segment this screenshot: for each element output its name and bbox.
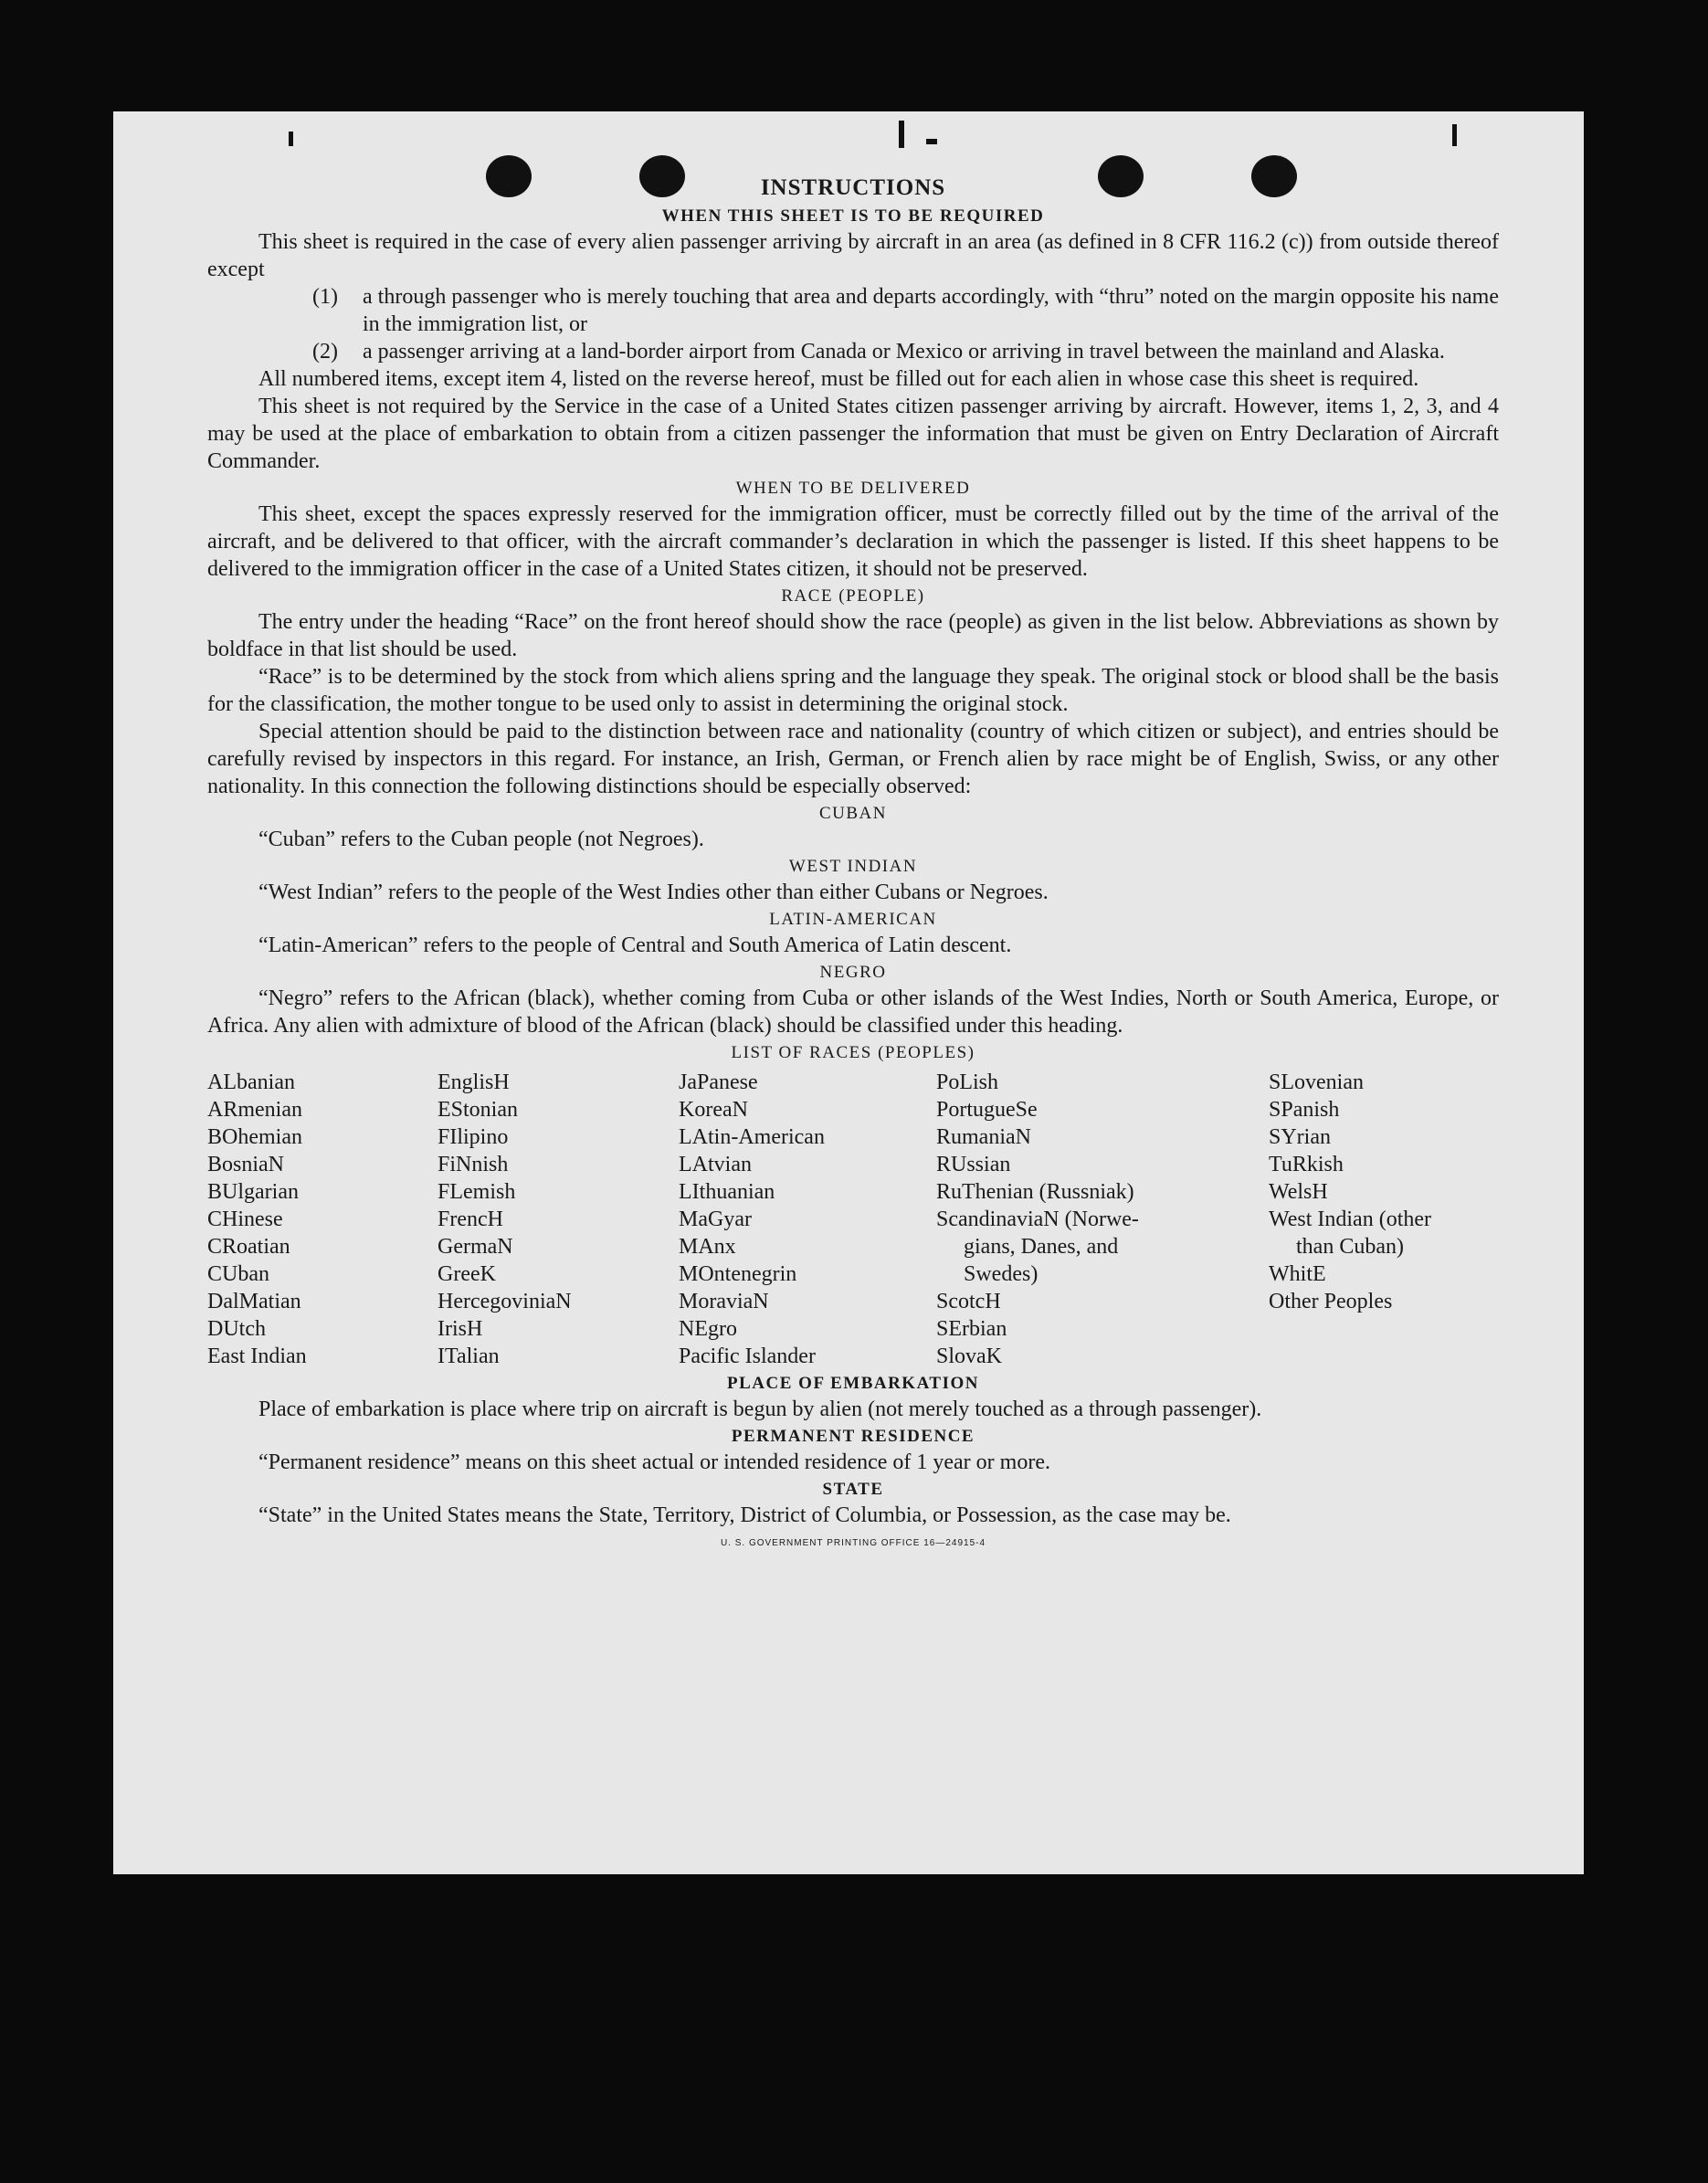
punch-hole bbox=[486, 155, 532, 197]
item-number: (1) bbox=[312, 285, 338, 309]
race-entry: Other Peoples bbox=[1269, 1290, 1393, 1313]
race-entry: SErbian bbox=[936, 1317, 1007, 1341]
race-entry: LAtin-American bbox=[679, 1125, 825, 1149]
definition: “West Indian” refers to the people of the West Indies other than either Cubans or Negroes. bbox=[258, 881, 1049, 904]
section-heading: WHEN TO BE DELIVERED bbox=[735, 479, 971, 498]
race-entry: MoraviaN bbox=[679, 1290, 769, 1313]
race-entry: FrencH bbox=[438, 1208, 503, 1231]
ink-speck bbox=[899, 121, 904, 148]
subsection-heading: LATIN-AMERICAN bbox=[769, 910, 937, 929]
race-entry: TuRkish bbox=[1269, 1153, 1344, 1176]
race-entry: FiNnish bbox=[438, 1153, 509, 1176]
definition: “Cuban” refers to the Cuban people (not Negroes). bbox=[258, 828, 704, 851]
race-entry: KoreaN bbox=[679, 1098, 748, 1122]
race-entry: EnglisH bbox=[438, 1070, 510, 1094]
race-entry: BUlgarian bbox=[207, 1180, 299, 1204]
race-column bbox=[679, 1069, 936, 1370]
race-entry: ITalian bbox=[438, 1345, 500, 1368]
race-entry: SPanish bbox=[1269, 1098, 1340, 1122]
definition: “Latin-American” refers to the people of Central and South America of Latin descent. bbox=[258, 933, 1012, 957]
race-entry: DalMatian bbox=[207, 1290, 301, 1313]
section-heading: PERMANENT RESIDENCE bbox=[731, 1427, 975, 1446]
race-entry-continued: gians, Danes, and bbox=[964, 1235, 1119, 1259]
paragraph: The entry under the heading “Race” on the front hereof should show the race (people) as given in the list below. Abbreviations as shown by boldface in that list should be used. bbox=[207, 610, 1499, 661]
race-entry: SLovenian bbox=[1269, 1070, 1364, 1094]
race-entry: IrisH bbox=[438, 1317, 483, 1341]
punch-hole bbox=[1251, 155, 1297, 197]
printer-imprint: U. S. GOVERNMENT PRINTING OFFICE 16—24915-4 bbox=[720, 1538, 986, 1548]
race-column bbox=[438, 1069, 679, 1370]
paragraph: This sheet is not required by the Service in the case of a United States citizen passenger arriving by aircraft. However, items 1, 2, 3, and 4 may be used at the place of embarkation to obtain from a citizen passenger the information that must be given on Entry Declaration of Aircraft Commander. bbox=[207, 395, 1499, 473]
race-entry: BosniaN bbox=[207, 1153, 284, 1176]
race-entry: ARmenian bbox=[207, 1098, 302, 1122]
item-text: a passenger arriving at a land-border airport from Canada or Mexico or arriving in travel between the mainland and Alaska. bbox=[363, 340, 1445, 364]
ink-speck bbox=[289, 132, 293, 146]
race-entry: Pacific Islander bbox=[679, 1345, 816, 1368]
section-heading: STATE bbox=[822, 1480, 884, 1499]
section-heading: RACE (PEOPLE) bbox=[781, 586, 925, 606]
race-entry: ScotcH bbox=[936, 1290, 1001, 1313]
list-item bbox=[207, 283, 1499, 338]
race-entry: ALbanian bbox=[207, 1070, 295, 1094]
race-entry: PortugueSe bbox=[936, 1098, 1038, 1122]
punch-hole bbox=[1098, 155, 1144, 197]
paragraph: “Race” is to be determined by the stock from which aliens spring and the language they speak. The original stock or blood shall be the basis for the classification, the mother tongue to be used only to assist in determining the original stock. bbox=[207, 665, 1499, 716]
section-heading: PLACE OF EMBARKATION bbox=[727, 1374, 979, 1393]
race-entry: SlovaK bbox=[936, 1345, 1002, 1368]
page-title: INSTRUCTIONS bbox=[760, 175, 946, 200]
race-entry: GermaN bbox=[438, 1235, 513, 1259]
subsection-heading: CUBAN bbox=[818, 804, 887, 823]
race-entry: ScandinaviaN (Norwe- bbox=[936, 1208, 1139, 1231]
race-entry: BOhemian bbox=[207, 1125, 302, 1149]
definition: “Negro” refers to the African (black), whether coming from Cuba or other islands of the West Indies, North or South America, Europe, or Africa. Any alien with admixture of blood of the African (black) should be classified under this heading. bbox=[207, 986, 1499, 1038]
punch-hole bbox=[639, 155, 685, 197]
paragraph: All numbered items, except item 4, listed on the reverse hereof, must be filled out for each alien in whose case this sheet is required. bbox=[258, 367, 1419, 391]
section-heading: LIST OF RACES (PEOPLES) bbox=[731, 1043, 975, 1062]
race-entry: PoLish bbox=[936, 1070, 999, 1094]
race-entry: WelsH bbox=[1269, 1180, 1328, 1204]
item-text: a through passenger who is merely touching that area and departs accordingly, with “thru” noted on the margin opposite his name in the immigration list, or bbox=[363, 285, 1499, 336]
race-entry: JaPanese bbox=[679, 1070, 758, 1094]
race-entry: SYrian bbox=[1269, 1125, 1331, 1149]
race-entry: MaGyar bbox=[679, 1208, 752, 1231]
race-entry-continued: than Cuban) bbox=[1296, 1235, 1404, 1259]
race-entry: FLemish bbox=[438, 1180, 516, 1204]
race-list bbox=[207, 1069, 1499, 1370]
race-entry: CUban bbox=[207, 1262, 269, 1286]
race-column bbox=[1269, 1069, 1497, 1370]
subsection-heading: NEGRO bbox=[819, 963, 887, 982]
race-entry-continued: Swedes) bbox=[964, 1262, 1039, 1286]
section-heading: WHEN THIS SHEET IS TO BE REQUIRED bbox=[661, 206, 1045, 226]
paragraph: Place of embarkation is place where trip on aircraft is begun by alien (not merely touched as a through passenger). bbox=[258, 1397, 1262, 1421]
race-entry: MOntenegrin bbox=[679, 1262, 797, 1286]
race-entry: LIthuanian bbox=[679, 1180, 775, 1204]
subsection-heading: WEST INDIAN bbox=[788, 857, 918, 876]
race-column bbox=[936, 1069, 1269, 1370]
race-entry: RuThenian (Russniak) bbox=[936, 1180, 1134, 1204]
definition: “Permanent residence” means on this sheet actual or intended residence of 1 year or more. bbox=[258, 1450, 1050, 1474]
ink-speck bbox=[1452, 124, 1457, 146]
instruction-sheet bbox=[113, 111, 1584, 1874]
race-entry: West Indian (other bbox=[1269, 1208, 1432, 1231]
paragraph: This sheet is required in the case of every alien passenger arriving by aircraft in an area (as defined in 8 CFR 116.2 (c)) from outside thereof except bbox=[207, 230, 1499, 281]
race-entry: FIlipino bbox=[438, 1125, 509, 1149]
race-column bbox=[207, 1069, 438, 1370]
race-entry: HercegoviniaN bbox=[438, 1290, 572, 1313]
paragraph: This sheet, except the spaces expressly reserved for the immigration officer, must be correctly filled out by the time of the arrival of the aircraft, and be delivered to that officer, with the aircraft commander’s declaration in which the passenger is listed. If this sheet happens to be delivered to the immigration officer in the case of a United States citizen, it should not be preserved. bbox=[207, 502, 1499, 581]
race-entry: East Indian bbox=[207, 1345, 307, 1368]
item-number: (2) bbox=[312, 340, 338, 364]
race-entry: LAtvian bbox=[679, 1153, 752, 1176]
list-item bbox=[207, 338, 1499, 365]
exception-list bbox=[207, 283, 1499, 365]
race-entry: GreeK bbox=[438, 1262, 496, 1286]
race-entry: DUtch bbox=[207, 1317, 266, 1341]
paragraph: Special attention should be paid to the distinction between race and nationality (country of which citizen or subject), and entries should be carefully revised by inspectors in this regard. For instance, an Irish, German, or French alien by race might be of English, Swiss, or any other nationality. In this connection the following distinctions should be especially observed: bbox=[207, 720, 1499, 798]
race-entry: CRoatian bbox=[207, 1235, 290, 1259]
race-entry: RUssian bbox=[936, 1153, 1011, 1176]
ink-speck bbox=[926, 139, 937, 144]
definition: “State” in the United States means the State, Territory, District of Columbia, or Possession, as the case may be. bbox=[258, 1503, 1231, 1527]
race-entry: EStonian bbox=[438, 1098, 518, 1122]
race-entry: CHinese bbox=[207, 1208, 283, 1231]
race-entry: RumaniaN bbox=[936, 1125, 1031, 1149]
race-entry: MAnx bbox=[679, 1235, 736, 1259]
race-entry: NEgro bbox=[679, 1317, 737, 1341]
race-entry: WhitE bbox=[1269, 1262, 1326, 1286]
